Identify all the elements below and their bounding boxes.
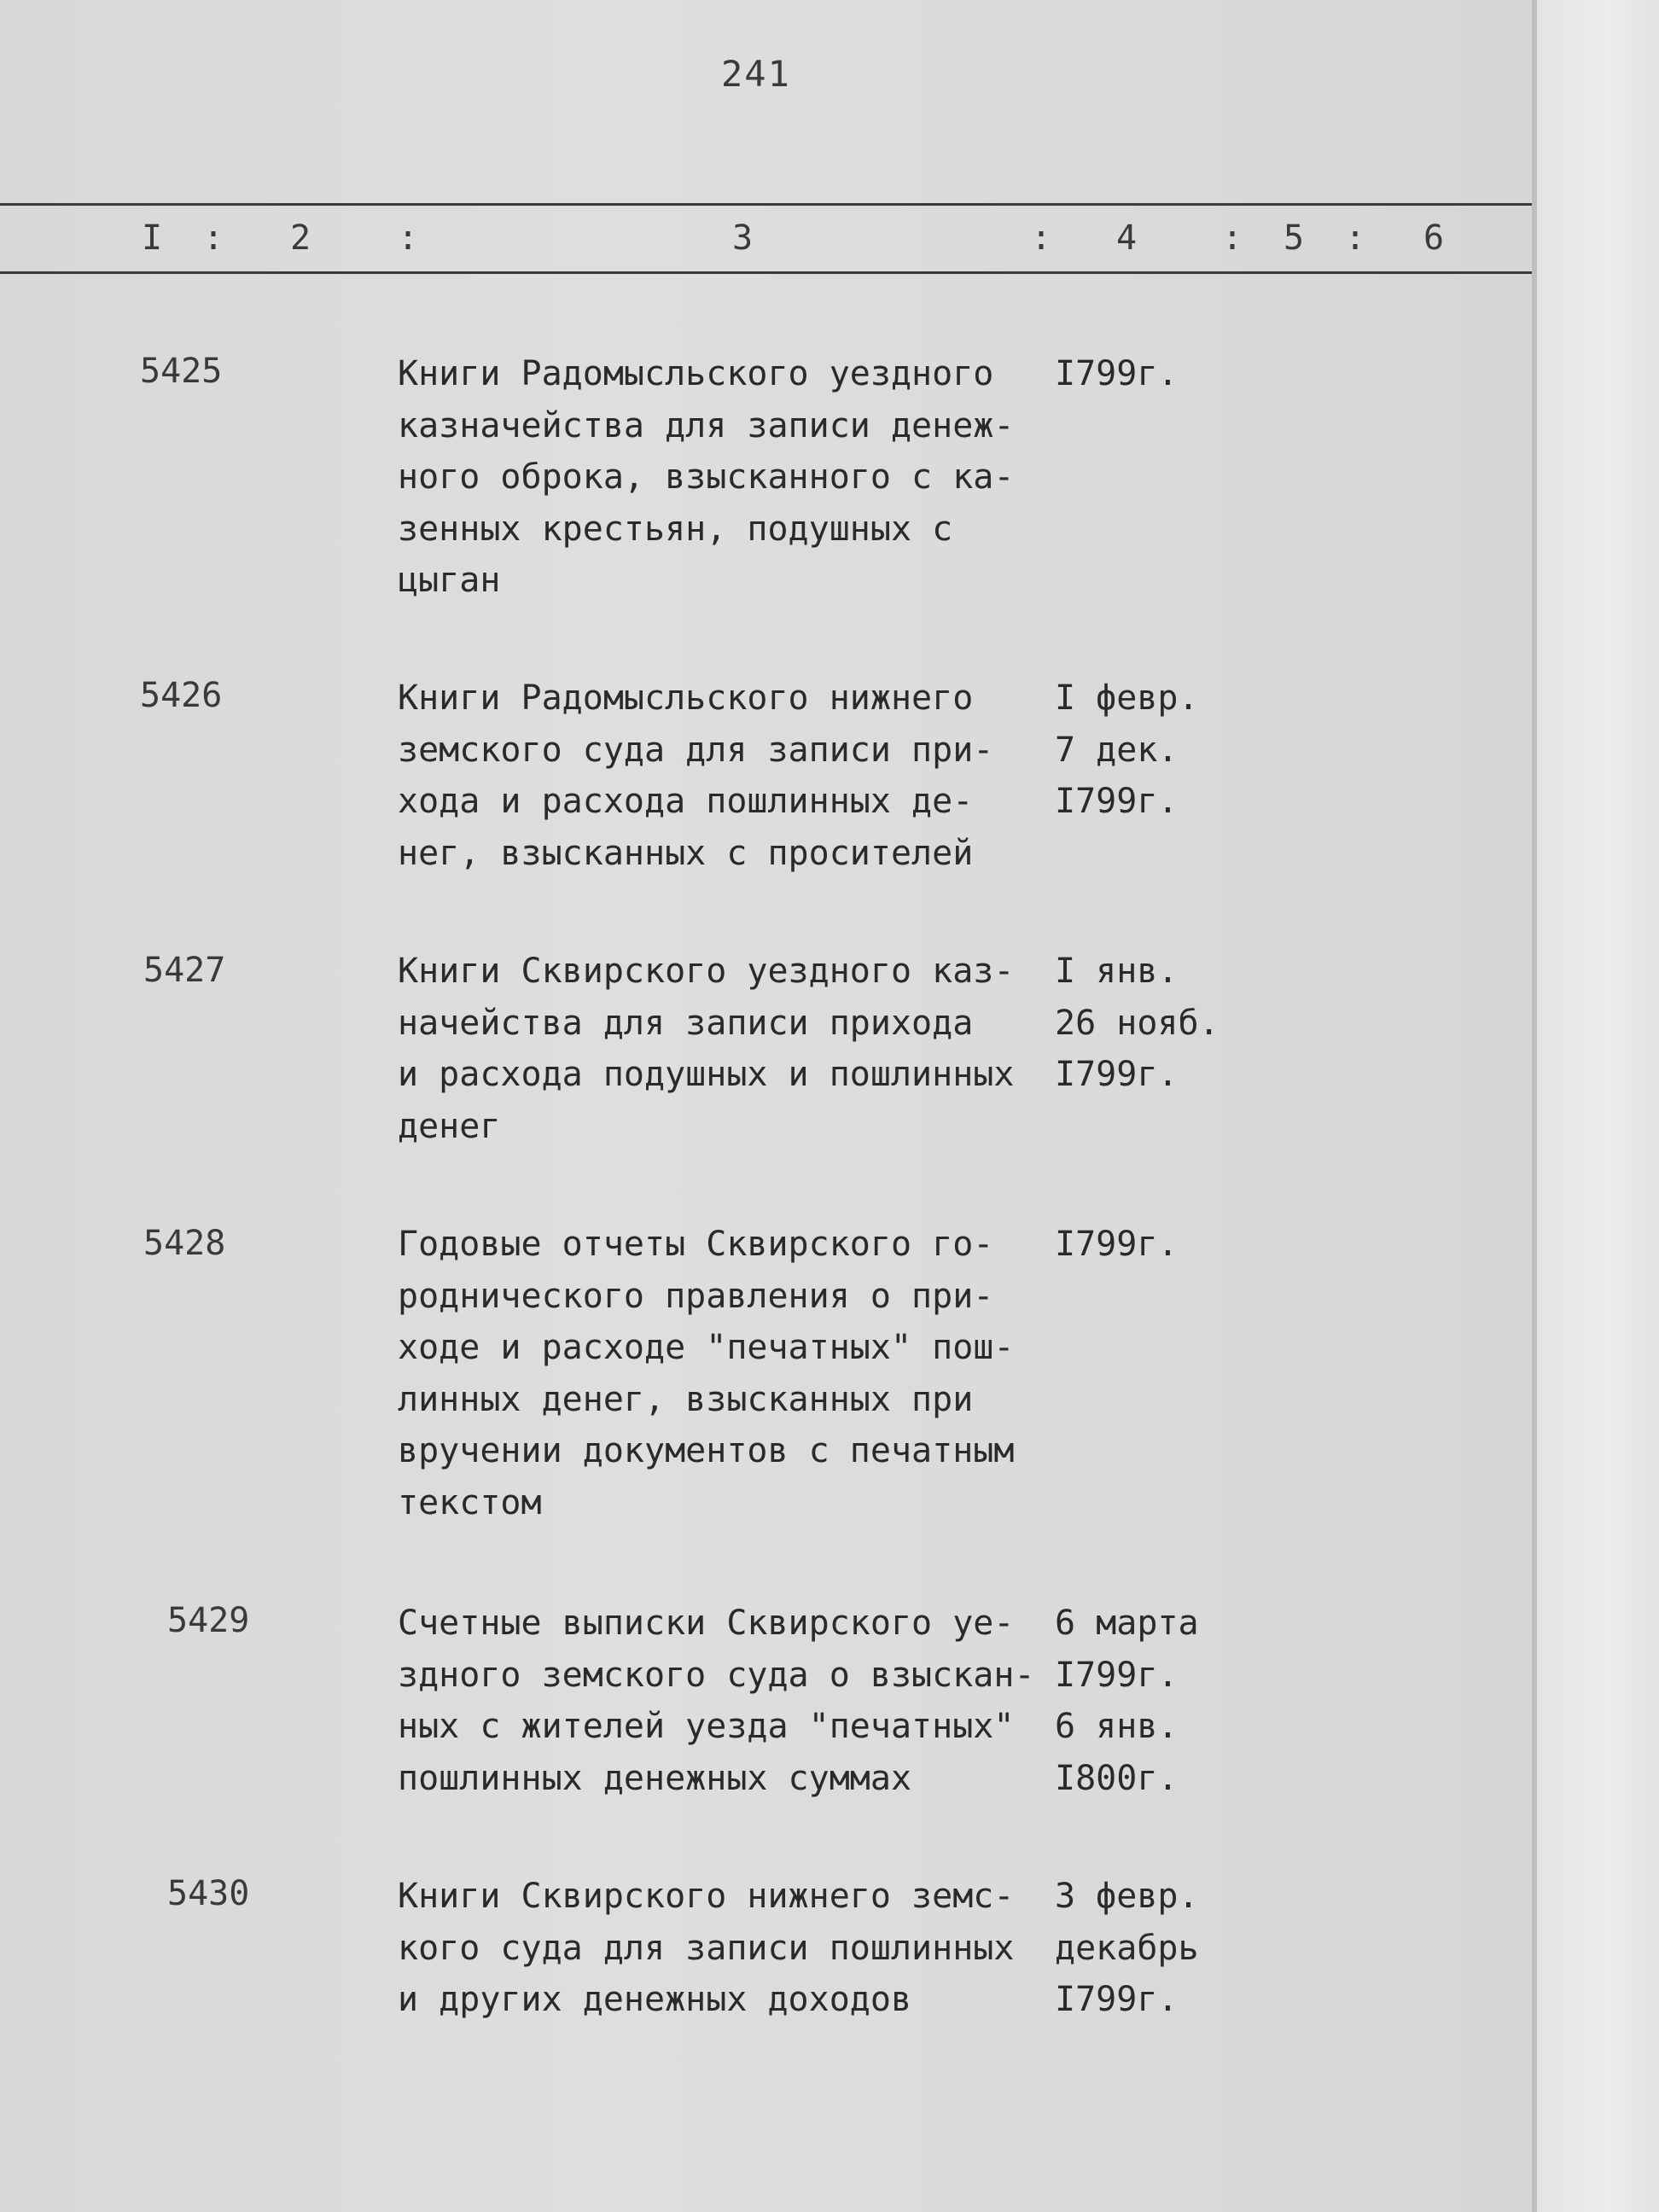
date-line: I799г.	[1055, 1980, 1179, 2019]
date-line: I799г.	[1055, 1655, 1179, 1695]
description-line: ных с жителей уезда "печатных"	[398, 1707, 1015, 1746]
column-header-2: 2	[290, 218, 311, 258]
description-line: Годовые отчеты Сквирского го-	[398, 1225, 994, 1264]
description-line: казначейства для записи денеж-	[398, 405, 1015, 445]
column-separator: :	[1222, 218, 1243, 258]
entry-number: 5426	[140, 676, 223, 715]
date-line: декабрь	[1055, 1928, 1199, 1968]
entry-description	[398, 672, 993, 879]
column-header-4: 4	[1116, 218, 1138, 258]
entry-description	[398, 1219, 1014, 1528]
date-line: 26 нояб.	[1055, 1003, 1220, 1043]
date-line: 6 марта	[1055, 1604, 1199, 1643]
column-separator: :	[1031, 218, 1052, 258]
entry-number: 5425	[140, 352, 223, 391]
entry-description	[398, 1871, 1014, 2026]
header-rule-bottom	[0, 271, 1532, 274]
column-separator: :	[203, 218, 224, 258]
description-line: денег	[398, 1106, 501, 1146]
column-header-1: I	[142, 218, 163, 258]
description-line: цыган	[398, 561, 501, 600]
date-line: I февр.	[1055, 678, 1199, 718]
description-line: Книги Сквирского нижнего земс-	[398, 1877, 1015, 1916]
date-line: I799г.	[1055, 1225, 1179, 1264]
entry-dates	[1055, 1598, 1199, 1804]
description-line: линных денег, взысканных при	[398, 1379, 974, 1419]
date-line: 7 дек.	[1055, 730, 1179, 770]
date-line: 6 янв.	[1055, 1707, 1179, 1746]
header-rule-top	[0, 203, 1532, 206]
description-line: хода и расхода пошлинных де-	[398, 782, 974, 821]
description-line: кого суда для записи пошлинных	[398, 1928, 1015, 1968]
entry-dates	[1055, 672, 1199, 828]
column-header-5: 5	[1284, 218, 1305, 258]
entry-description	[398, 1598, 1035, 1804]
description-line: ходе и расходе "печатных" пош-	[398, 1328, 1015, 1367]
entry-dates	[1055, 946, 1220, 1101]
entry-dates	[1055, 1871, 1199, 2026]
entry-description	[398, 946, 1014, 1152]
column-separator: :	[1345, 218, 1366, 258]
description-line: Книги Радомысльского нижнего	[398, 678, 974, 718]
entry-number: 5429	[167, 1601, 250, 1640]
description-line: текстом	[398, 1482, 542, 1522]
description-line: Счетные выписки Сквирского уе-	[398, 1604, 1015, 1643]
description-line: начейства для записи прихода	[398, 1003, 974, 1043]
description-line: здного земского суда о взыскан-	[398, 1655, 1035, 1695]
underlying-page	[1537, 0, 1659, 2212]
date-line: I800г.	[1055, 1758, 1179, 1798]
date-line: I799г.	[1055, 1055, 1179, 1094]
description-line: земского суда для записи при-	[398, 730, 994, 770]
description-line: нег, взысканных с просителей	[398, 833, 974, 873]
date-line: I799г.	[1055, 782, 1179, 821]
date-line: I799г.	[1055, 354, 1179, 393]
entry-number: 5427	[143, 951, 226, 990]
description-line: Книги Радомысльского уездного	[398, 354, 994, 393]
description-line: Книги Сквирского уездного каз-	[398, 952, 1015, 991]
column-header-3: 3	[732, 218, 754, 258]
entry-number: 5430	[167, 1874, 250, 1913]
date-line: 3 февр.	[1055, 1877, 1199, 1916]
entry-number: 5428	[143, 1224, 226, 1263]
date-line: I янв.	[1055, 952, 1179, 991]
description-line: пошлинных денежных суммах	[398, 1758, 912, 1798]
entry-description	[398, 348, 1014, 607]
description-line: зенных крестьян, подушных с	[398, 509, 953, 549]
description-line: и других денежных доходов	[398, 1980, 912, 2019]
entry-dates	[1055, 1219, 1179, 1271]
description-line: роднического правления о при-	[398, 1276, 994, 1316]
description-line: ного оброка, взысканного с ка-	[398, 457, 1015, 497]
column-header-6: 6	[1423, 218, 1445, 258]
description-line: вручении документов с печатным	[398, 1431, 1015, 1470]
description-line: и расхода подушных и пошлинных	[398, 1055, 1015, 1094]
entry-dates	[1055, 348, 1179, 400]
page-number: 241	[721, 53, 791, 95]
column-separator: :	[398, 218, 419, 258]
